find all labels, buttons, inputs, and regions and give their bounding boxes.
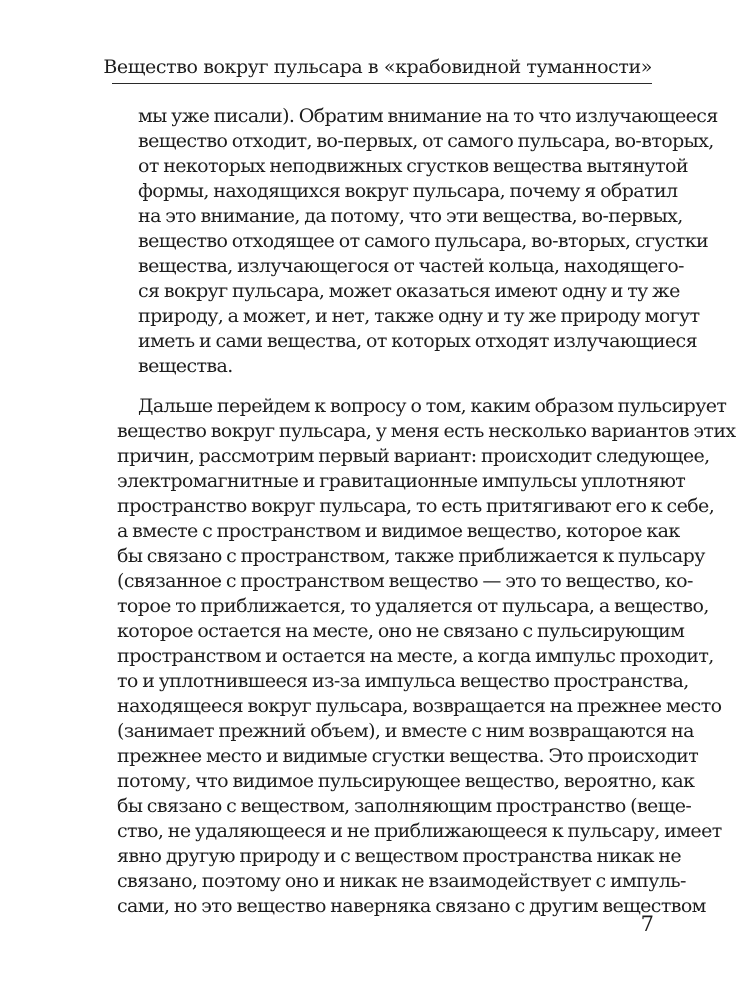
text-line: торое то приближается, то удаляется от пульсара, а вещество, — [117, 595, 709, 617]
text-line: иметь и сами вещества, от которых отходят излучающиеся — [138, 330, 697, 352]
text-line: вещества. — [138, 355, 233, 377]
text-line: пространство вокруг пульсара, то есть притягивают его к себе, — [117, 495, 715, 517]
text-line: электромагнитные и гравитационные импульсы уплотняют — [117, 470, 686, 492]
text-line: прежнее место и видимые сгустки вещества. Это происходит — [117, 745, 699, 767]
text-line: а вместе с пространством и видимое вещество, которое как — [117, 520, 680, 542]
text-line: (занимает прежний объем), и вместе с ним возвращаются на — [117, 720, 694, 742]
text-line: бы связано с пространством, также приближается к пульсару — [117, 545, 705, 567]
text-line: вещество отходящее от самого пульсара, во-вторых, сгустки — [138, 230, 709, 252]
text-line: природу, а может, и нет, также одну и ту же природу могут — [138, 305, 700, 327]
text-line: (связанное с пространством вещество — это то вещество, ко- — [117, 570, 693, 592]
text-line: связано, поэтому оно и никак не взаимодействует с импуль- — [117, 870, 686, 892]
text-line: мы уже писали). Обратим внимание на то что излучающееся — [138, 105, 718, 127]
page-number: 7 — [640, 912, 654, 936]
text-line: бы связано с веществом, заполняющим пространство (веще- — [117, 795, 692, 817]
running-head-title: Вещество вокруг пульсара в «крабовидной туманности» — [103, 56, 652, 78]
running-head — [103, 52, 652, 84]
text-line: на это внимание, да потому, что эти вещества, во-первых, — [138, 205, 683, 227]
text-line: вещества, излучающегося от частей кольца, находящего- — [138, 255, 684, 277]
text-line: сами, но это вещество наверняка связано с другим веществом — [117, 895, 706, 917]
text-line: вещество вокруг пульсара, у меня есть несколько вариантов этих — [117, 420, 736, 442]
text-line: находящееся вокруг пульсара, возвращается на прежнее место — [117, 695, 722, 717]
text-line: Дальше перейдем к вопросу о том, каким образом пульсирует — [138, 395, 727, 417]
text-line: явно другую природу и с веществом пространства никак не — [117, 845, 682, 867]
text-line: от некоторых неподвижных сгустков вещества вытянутой — [138, 155, 688, 177]
text-line: потому, что видимое пульсирующее вещество, вероятно, как — [117, 770, 695, 792]
text-line: то и уплотнившееся из-за импульса вещество пространства, — [117, 670, 689, 692]
text-line: пространством и остается на месте, а когда импульс проходит, — [117, 645, 714, 667]
text-line: ство, не удаляющееся и не приближающееся к пульсару, имеет — [117, 820, 722, 842]
text-line: причин, рассмотрим первый вариант: происходит следующее, — [117, 445, 710, 467]
text-line: ся вокруг пульсара, может оказаться имеют одну и ту же — [138, 280, 680, 302]
paragraph-1 — [138, 104, 718, 379]
paragraph-2 — [117, 394, 736, 919]
text-line: вещество отходит, во-первых, от самого пульсара, во-вторых, — [138, 130, 714, 152]
text-line: формы, находящихся вокруг пульсара, почему я обратил — [138, 180, 678, 202]
text-line: которое остается на месте, оно не связано с пульсирующим — [117, 620, 685, 642]
